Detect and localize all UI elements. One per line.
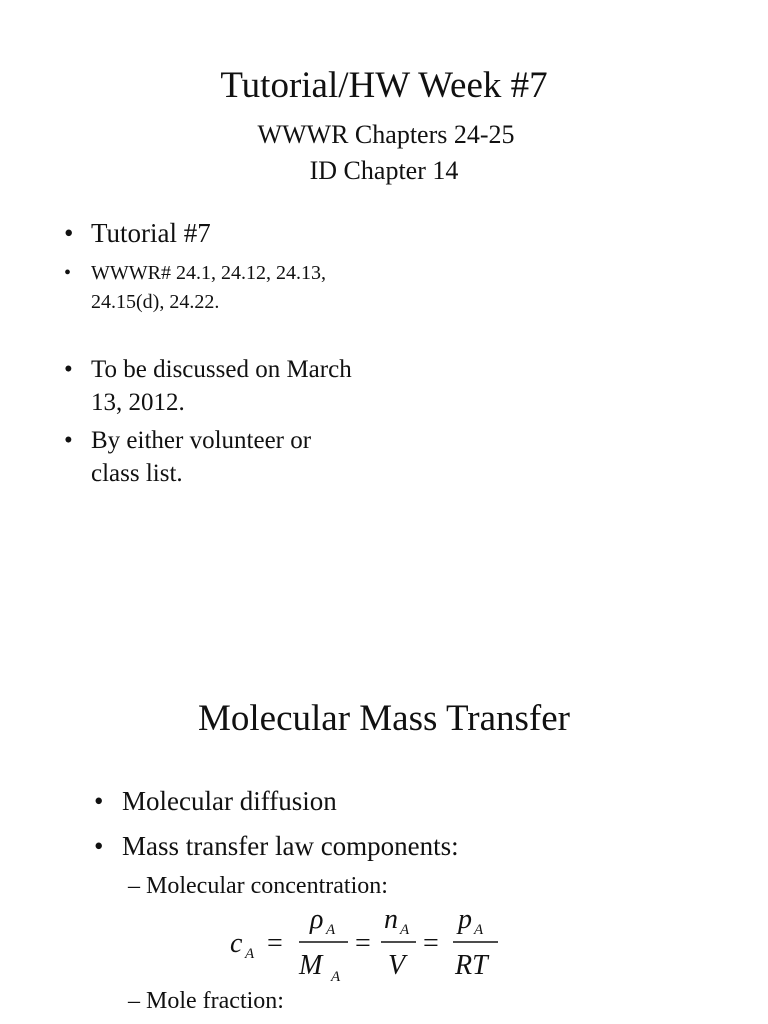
bullet-text: To be discussed on March — [91, 356, 352, 383]
slide-molecular-mass-transfer — [0, 640, 768, 1024]
fraction-numerator: p — [458, 904, 472, 935]
bullet-marker: • — [64, 262, 72, 284]
equation-lhs-subscript: A — [245, 946, 255, 962]
bullet-marker: • — [94, 831, 104, 861]
bullet-text: Molecular diffusion — [122, 786, 337, 816]
fraction-numerator: ρ — [310, 904, 324, 935]
fraction-denominator-subscript: A — [331, 969, 341, 984]
subtitle-id-chapter: ID Chapter 14 — [309, 156, 459, 185]
fraction-numerator-subscript: A — [474, 922, 484, 938]
bullet-marker: • — [94, 786, 104, 816]
fraction-denominator: M — [299, 950, 323, 981]
concentration-equation — [220, 900, 520, 984]
fraction-denominator: RT — [455, 950, 488, 981]
bullet-text: Mass transfer law components: — [122, 831, 459, 861]
slide-title: Molecular Mass Transfer — [197, 698, 570, 739]
equals-sign: = — [267, 928, 283, 959]
page-title: Tutorial/HW Week #7 — [220, 65, 548, 106]
fraction-numerator: n — [384, 904, 398, 935]
fraction-denominator: V — [388, 950, 406, 981]
equals-sign: = — [423, 928, 439, 959]
fraction-numerator-subscript: A — [400, 922, 410, 938]
bullet-text: 13, 2012. — [91, 389, 185, 416]
bullet-text: class list. — [91, 460, 183, 487]
fraction-numerator-subscript: A — [326, 922, 336, 938]
bullet-marker: • — [64, 427, 73, 454]
equals-sign: = — [355, 928, 371, 959]
bullet-text: WWWR# 24.1, 24.12, 24.13, — [91, 262, 326, 284]
bullet-marker: • — [64, 218, 74, 248]
bullet-marker: • — [64, 356, 73, 383]
bullet-text: By either volunteer or — [91, 427, 312, 454]
subbullet-mole-fraction: – Mole fraction: — [128, 988, 284, 1014]
bullet-text: Tutorial #7 — [91, 218, 211, 248]
equation-lhs: c — [230, 928, 243, 959]
subbullet-molecular-concentration: – Molecular concentration: — [128, 873, 388, 899]
subtitle-chapters: WWWR Chapters 24-25 — [257, 120, 515, 149]
bullet-text: 24.15(d), 24.22. — [91, 291, 220, 313]
